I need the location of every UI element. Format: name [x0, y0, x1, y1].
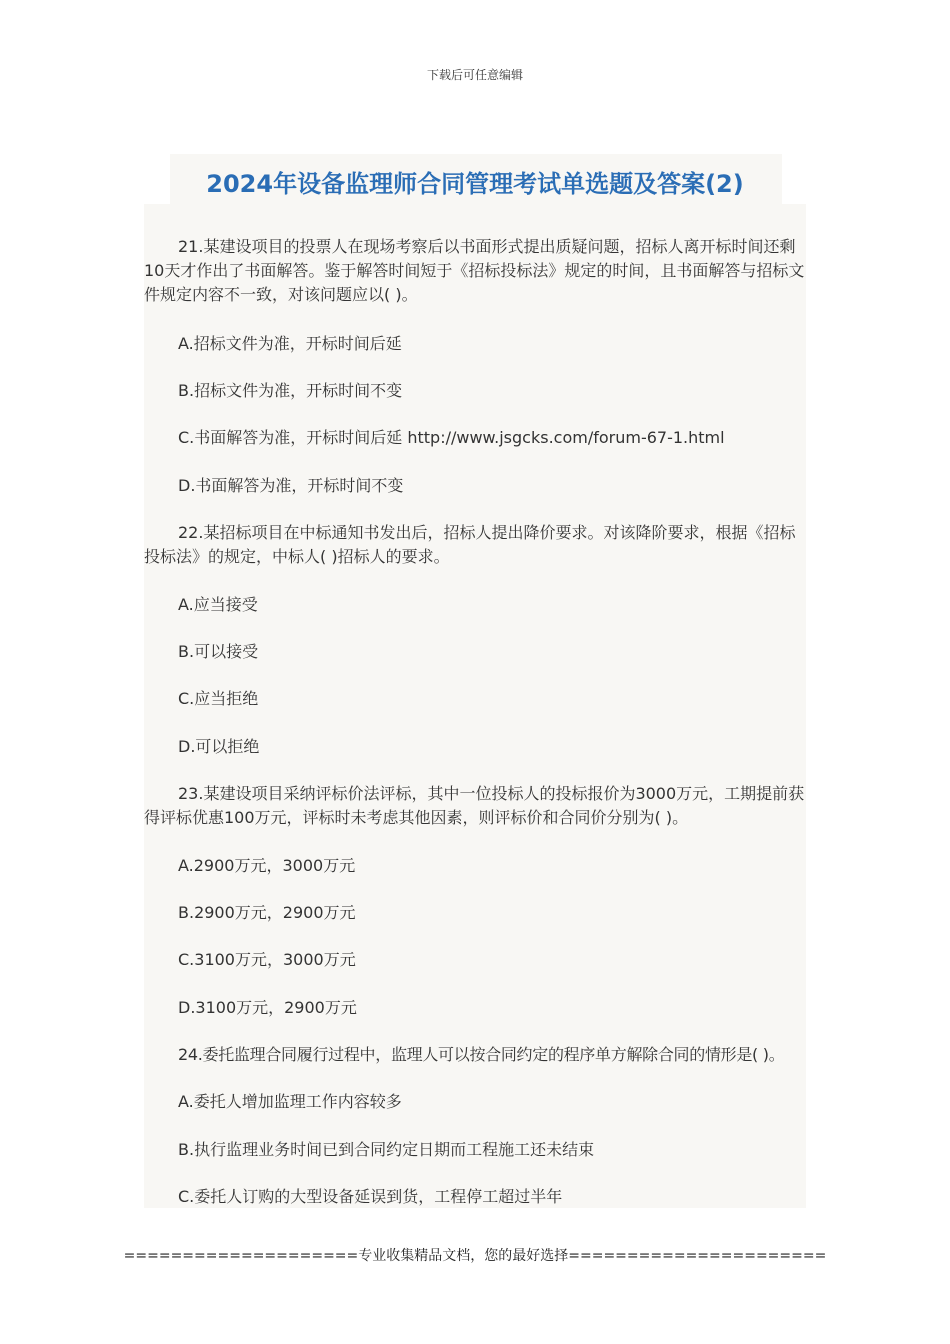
question-22-option-b: B.可以接受 [178, 642, 259, 661]
question-22-option-c: C.应当拒绝 [178, 689, 259, 708]
question-24-option-c: C.委托人订购的大型设备延误到货，工程停工超过半年 [178, 1187, 563, 1206]
question-23-option-c: C.3100万元，3000万元 [178, 950, 356, 969]
footer-note: ====================专业收集精品文档，您的最好选择====================== [123, 1248, 827, 1264]
question-22-option-a: A.应当接受 [178, 595, 258, 614]
header-note: 下载后可任意编辑 [426, 68, 523, 82]
question-24-option-b: B.执行监理业务时间已到合同约定日期而工程施工还未结束 [178, 1140, 595, 1159]
question-21-stem: 21.某建设项目的投票人在现场考察后以书面形式提出质疑问题，招标人离开标时间还剩10天才作出了书面解答。鉴于解答时间短于《招标投标法》规定的时间，且书面解答与招标文件规定内容不一致，对该问题应以( )。 [144, 237, 805, 304]
question-21-option-b: B.招标文件为准，开标时间不变 [178, 381, 403, 400]
document-title: 2024年设备监理师合同管理考试单选题及答案(2) [206, 170, 744, 198]
question-23-option-d: D.3100万元，2900万元 [178, 998, 357, 1017]
question-23-option-a: A.2900万元，3000万元 [178, 856, 356, 875]
question-21-option-d: D.书面解答为准，开标时间不变 [178, 476, 404, 495]
question-24-stem: 24.委托监理合同履行过程中，监理人可以按合同约定的程序单方解除合同的情形是( )。 [178, 1045, 785, 1064]
question-24-option-a: A.委托人增加监理工作内容较多 [178, 1092, 402, 1111]
question-22-option-d: D.可以拒绝 [178, 737, 260, 756]
question-23-option-b: B.2900万元，2900万元 [178, 903, 356, 922]
question-21-option-a: A.招标文件为准，开标时间后延 [178, 334, 402, 353]
question-21-option-c: C.书面解答为准，开标时间后延 http://www.jsgcks.com/forum-67-1.html [178, 428, 725, 447]
question-22-stem: 22.某招标项目在中标通知书发出后，招标人提出降价要求。对该降阶要求，根据《招标投标法》的规定，中标人( )招标人的要求。 [144, 523, 796, 566]
question-23-stem: 23.某建设项目采纳评标价法评标，其中一位投标人的投标报价为3000万元，工期提前获得评标优惠100万元，评标时未考虑其他因素，则评标价和合同价分别为( )。 [144, 784, 805, 827]
